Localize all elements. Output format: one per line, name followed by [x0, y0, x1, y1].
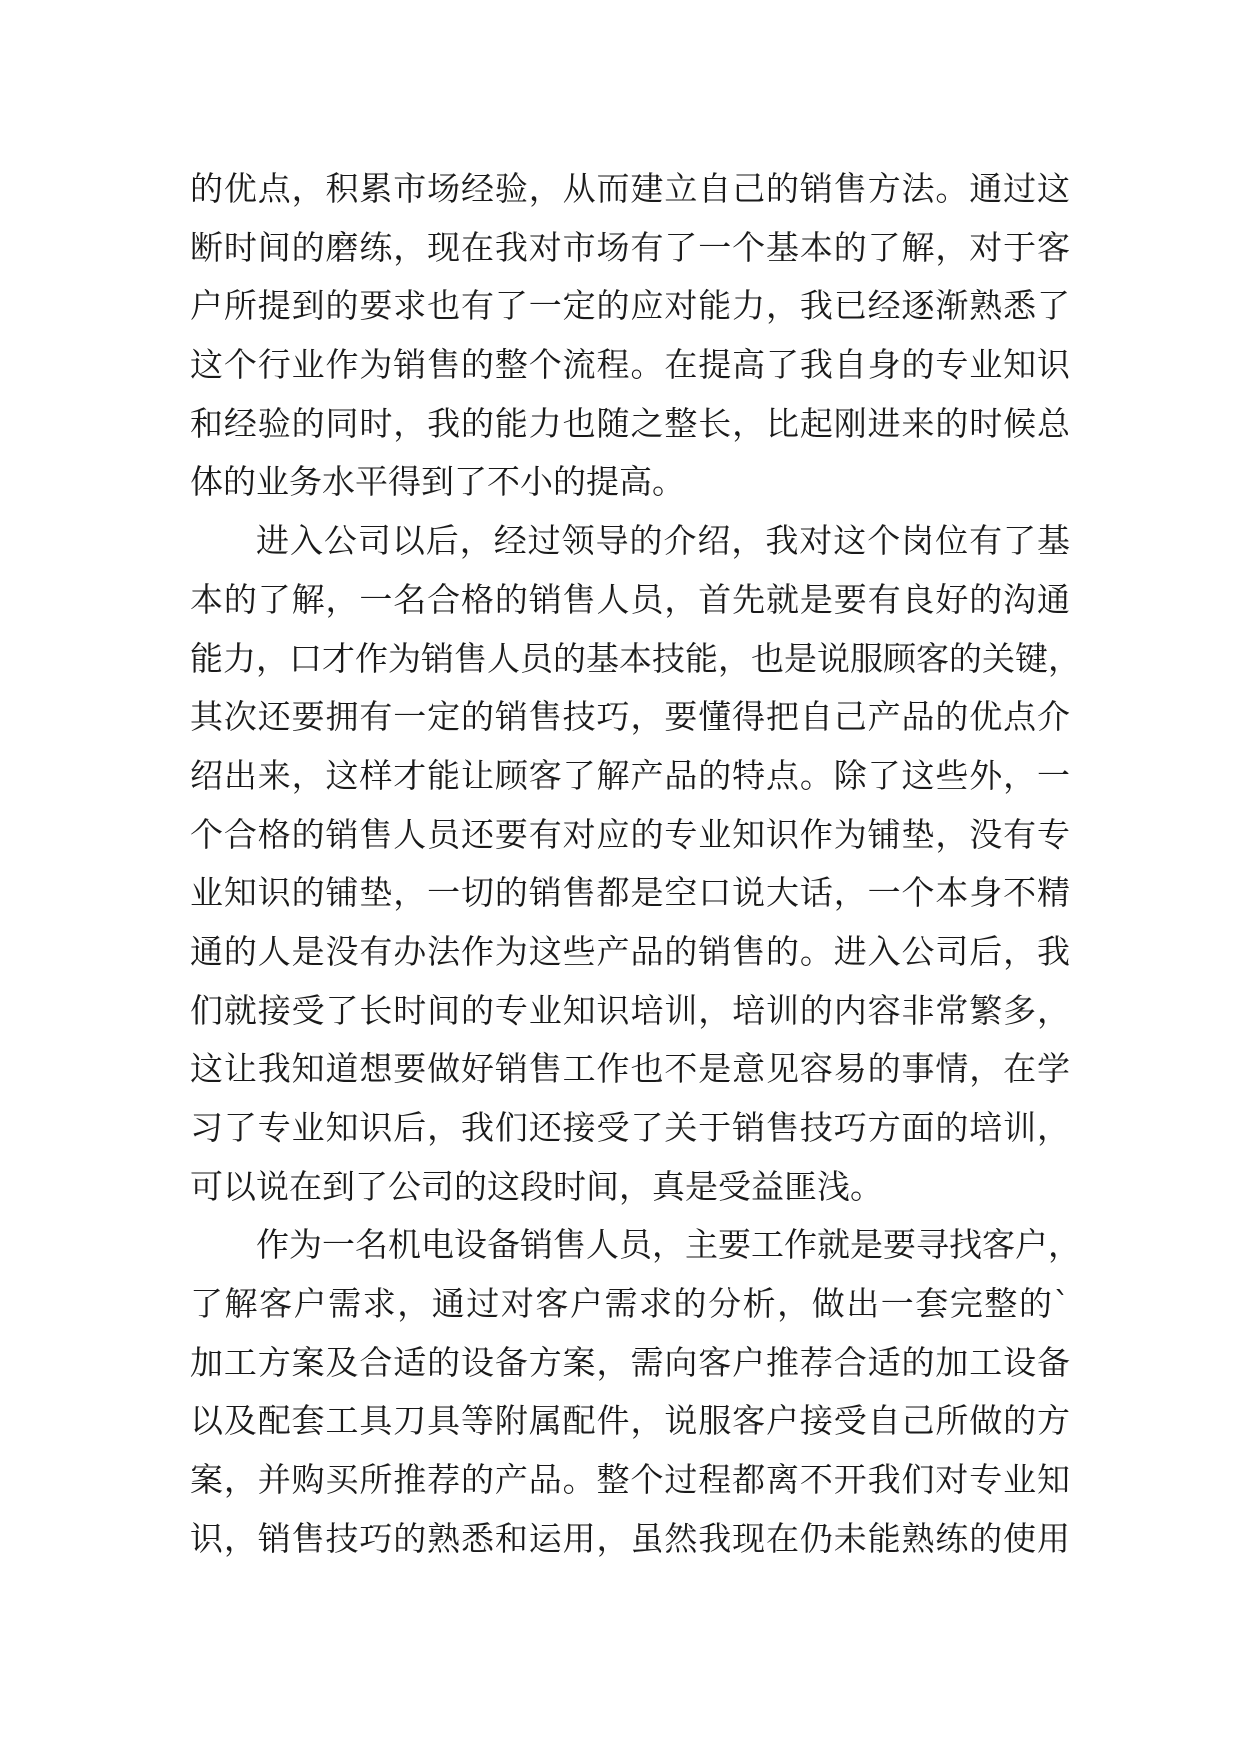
paragraph-2-line-4: 其次还要拥有一定的销售技巧，要懂得把自己产品的优点介 [190, 697, 1070, 737]
paragraph-3-line-4: 以及配套工具刀具等附属配件，说服客户接受自己所做的方 [190, 1401, 1070, 1441]
paragraph-2-line-12: 可以说在到了公司的这段时间，真是受益匪浅。 [190, 1166, 883, 1206]
body-text [190, 160, 1081, 1569]
paragraph-3-line-5: 案，并购买所推荐的产品。整个过程都离不开我们对专业知 [190, 1460, 1070, 1500]
paragraph-1-line-6: 体的业务水平得到了不小的提高。 [190, 462, 685, 502]
paragraph-3-line-1: 作为一名机电设备销售人员，主要工作就是要寻找客户， [256, 1225, 1081, 1265]
paragraph-2-line-8: 通的人是没有办法作为这些产品的销售的。进入公司后，我 [190, 931, 1070, 971]
paragraph-3-line-3: 加工方案及合适的设备方案，需向客户推荐合适的加工设备 [190, 1342, 1070, 1382]
paragraph-2-line-1: 进入公司以后，经过领导的介绍，我对这个岗位有了基 [256, 521, 1070, 561]
paragraph-2-line-9: 们就接受了长时间的专业知识培训，培训的内容非常繁多， [190, 990, 1070, 1030]
paragraph-1-line-5: 和经验的同时，我的能力也随之整长，比起刚进来的时候总 [190, 403, 1070, 443]
paragraph-2-line-3: 能力，口才作为销售人员的基本技能，也是说服顾客的关键， [190, 638, 1081, 678]
paragraph-2-line-10: 这让我知道想要做好销售工作也不是意见容易的事情，在学 [190, 1049, 1070, 1089]
paragraph-1-line-4: 这个行业作为销售的整个流程。在提高了我自身的专业知识 [190, 345, 1070, 385]
paragraph-2-line-7: 业知识的铺垫，一切的销售都是空口说大话，一个本身不精 [190, 873, 1070, 913]
paragraph-2-line-2: 本的了解，一名合格的销售人员，首先就是要有良好的沟通 [190, 579, 1070, 619]
paragraph-2-line-5: 绍出来，这样才能让顾客了解产品的特点。除了这些外，一 [190, 755, 1070, 795]
paragraph-3-line-2: 了解客户需求，通过对客户需求的分析，做出一套完整的` [190, 1284, 1070, 1324]
paragraph-2-line-6: 个合格的销售人员还要有对应的专业知识作为铺垫，没有专 [190, 814, 1070, 854]
paragraph-1-line-2: 断时间的磨练，现在我对市场有了一个基本的了解，对于客 [190, 227, 1070, 267]
paragraph-1-line-3: 户所提到的要求也有了一定的应对能力，我已经逐渐熟悉了 [190, 286, 1070, 326]
paragraph-3-line-6: 识，销售技巧的熟悉和运用，虽然我现在仍未能熟练的使用 [190, 1518, 1070, 1558]
paragraph-1-line-1: 的优点，积累市场经验，从而建立自己的销售方法。通过这 [190, 169, 1070, 208]
paragraph-2-line-11: 习了专业知识后，我们还接受了关于销售技巧方面的培训， [190, 1108, 1070, 1147]
